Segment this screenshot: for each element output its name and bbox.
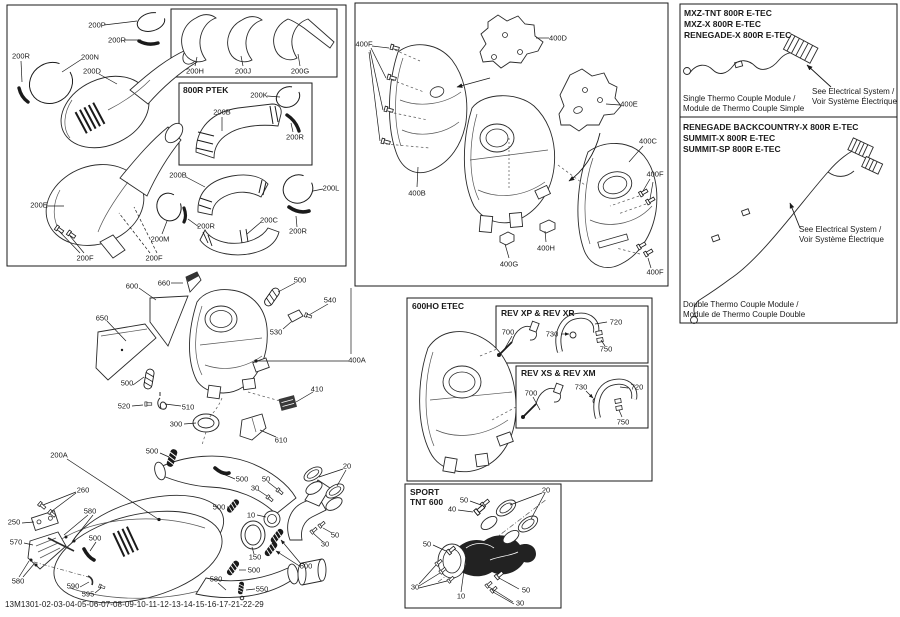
thermo-harness-art xyxy=(684,34,883,323)
model-name: RENEGADE BACKCOUNTRY-X 800R E-TEC xyxy=(683,122,859,132)
part-label-200C: 200C xyxy=(260,215,278,225)
caption-double-thermo xyxy=(683,300,805,321)
part-label-730: 730 xyxy=(574,382,588,392)
electrical-note-top xyxy=(812,87,897,108)
part-label-200E: 200E xyxy=(30,200,48,210)
part-label-500: 500 xyxy=(247,565,261,575)
part-label-50: 50 xyxy=(459,495,469,505)
part-label-510: 510 xyxy=(181,402,195,412)
part-label-50: 50 xyxy=(330,530,340,540)
part-label-730: 730 xyxy=(545,329,559,339)
part-label-200R: 200R xyxy=(108,35,126,45)
part-label-500: 500 xyxy=(212,502,226,512)
note-line: Voir Système Électrique xyxy=(812,97,897,107)
caption-single-thermo xyxy=(683,94,804,115)
part-label-610: 610 xyxy=(274,435,288,445)
part-label-400H: 400H xyxy=(537,243,555,253)
part-label-660: 660 xyxy=(157,278,171,288)
part-label-20: 20 xyxy=(541,485,551,495)
model-name: MXZ-X 800R E-TEC xyxy=(684,19,761,30)
part-label-500: 500 xyxy=(145,446,159,456)
part-label-150: 150 xyxy=(248,552,262,562)
part-label-10: 10 xyxy=(246,510,256,520)
part-label-595: 595 xyxy=(81,589,95,599)
part-label-300: 300 xyxy=(169,419,183,429)
part-label-500: 500 xyxy=(120,378,134,388)
part-label-700: 700 xyxy=(501,327,515,337)
catalog-sheet-code: 13M1301-02-03-04-05-06-07-08-09-10-11-12-13-14-15-16-17-21-22-29 xyxy=(5,600,264,609)
part-label-200M: 200M xyxy=(150,234,170,244)
part-label-200R: 200R xyxy=(197,221,215,231)
part-label-580: 580 xyxy=(209,574,223,584)
part-label-600: 600 xyxy=(125,281,139,291)
part-label-50: 50 xyxy=(261,474,271,484)
model-list-double-thermo xyxy=(683,122,858,156)
part-label-200A: 200A xyxy=(50,450,68,460)
part-label-40: 40 xyxy=(447,504,457,514)
part-label-50: 50 xyxy=(422,539,432,549)
part-label-530: 530 xyxy=(269,327,283,337)
muffler-panels-art xyxy=(381,15,657,268)
part-label-200K: 200K xyxy=(250,90,268,100)
part-label-410: 410 xyxy=(310,384,324,394)
part-label-540: 540 xyxy=(323,295,337,305)
part-label-260: 260 xyxy=(76,485,90,495)
part-label-200R: 200R xyxy=(286,132,304,142)
part-label-720: 720 xyxy=(609,317,623,327)
part-label-550: 550 xyxy=(255,584,269,594)
part-label-400G: 400G xyxy=(499,259,519,269)
section-title-sport xyxy=(410,487,443,507)
part-label-400B: 400B xyxy=(408,188,426,198)
model-name: RENEGADE-X 800R E-TEC xyxy=(684,30,792,41)
part-label-250: 250 xyxy=(7,517,21,527)
part-label-400A: 400A xyxy=(348,355,366,365)
section-title-800r-ptek: 800R PTEK xyxy=(183,85,229,95)
sport-line2: TNT 600 xyxy=(410,497,444,508)
part-label-400F: 400F xyxy=(355,39,373,49)
part-label-750: 750 xyxy=(599,344,613,354)
part-label-30: 30 xyxy=(320,539,330,549)
part-label-400C: 400C xyxy=(639,136,657,146)
part-label-400D: 400D xyxy=(549,33,567,43)
part-label-30: 30 xyxy=(515,598,525,608)
section-title-rev-xp-xr: REV XP & REV XR xyxy=(501,308,575,318)
middle-muffler-art xyxy=(96,272,312,445)
part-label-200B: 200B xyxy=(213,107,231,117)
part-label-200B: 200B xyxy=(169,170,187,180)
part-label-500: 500 xyxy=(235,474,249,484)
part-label-30: 30 xyxy=(410,582,420,592)
part-label-200G: 200G xyxy=(290,66,310,76)
part-label-720: 720 xyxy=(630,382,644,392)
part-label-580: 580 xyxy=(83,506,97,516)
note-line: See Electrical System / xyxy=(812,87,895,96)
model-name: SUMMIT-SP 800R E-TEC xyxy=(683,144,781,155)
part-label-500: 500 xyxy=(299,561,313,571)
part-label-200R: 200R xyxy=(289,226,307,236)
part-label-20: 20 xyxy=(342,461,352,471)
part-label-520: 520 xyxy=(117,401,131,411)
section-title-600ho-etec: 600HO ETEC xyxy=(412,301,464,311)
caption-line: Single Thermo Couple Module / xyxy=(683,94,796,103)
part-label-400F: 400F xyxy=(646,169,664,179)
part-label-10: 10 xyxy=(456,591,466,601)
section-title-rev-xs-xm: REV XS & REV XM xyxy=(521,368,596,378)
model-name: SUMMIT-X 800R E-TEC xyxy=(683,133,776,144)
part-label-200P: 200P xyxy=(88,20,106,30)
part-label-500: 500 xyxy=(293,275,307,285)
part-label-200F: 200F xyxy=(76,253,94,263)
part-label-400E: 400E xyxy=(620,99,638,109)
part-label-500: 500 xyxy=(88,533,102,543)
part-label-650: 650 xyxy=(95,313,109,323)
note-line: See Electrical System / xyxy=(799,225,882,234)
part-label-200D: 200D xyxy=(83,66,101,76)
model-name: MXZ-TNT 800R E-TEC xyxy=(684,8,772,18)
part-label-30: 30 xyxy=(250,483,260,493)
sport-line1: SPORT xyxy=(410,487,440,497)
caption-line: Module de Thermo Couple Simple xyxy=(683,104,805,114)
caption-line: Module de Thermo Couple Double xyxy=(683,310,806,320)
part-label-700: 700 xyxy=(524,388,538,398)
part-label-590: 590 xyxy=(66,581,80,591)
part-label-570: 570 xyxy=(9,537,23,547)
part-label-50: 50 xyxy=(521,585,531,595)
part-label-200F: 200F xyxy=(145,253,163,263)
part-label-200H: 200H xyxy=(186,66,204,76)
model-list-single-thermo xyxy=(684,8,791,42)
part-label-750: 750 xyxy=(616,417,630,427)
part-label-200N: 200N xyxy=(81,52,99,62)
part-label-200R: 200R xyxy=(12,51,30,61)
electrical-note-bottom xyxy=(799,225,884,246)
bottom-pipe-art xyxy=(28,448,346,617)
note-line: Voir Système Électrique xyxy=(799,235,884,245)
part-label-200L: 200L xyxy=(322,183,340,193)
caption-line: Double Thermo Couple Module / xyxy=(683,300,799,309)
part-label-400F: 400F xyxy=(646,267,664,277)
part-label-580: 580 xyxy=(11,576,25,586)
part-label-200J: 200J xyxy=(234,66,252,76)
